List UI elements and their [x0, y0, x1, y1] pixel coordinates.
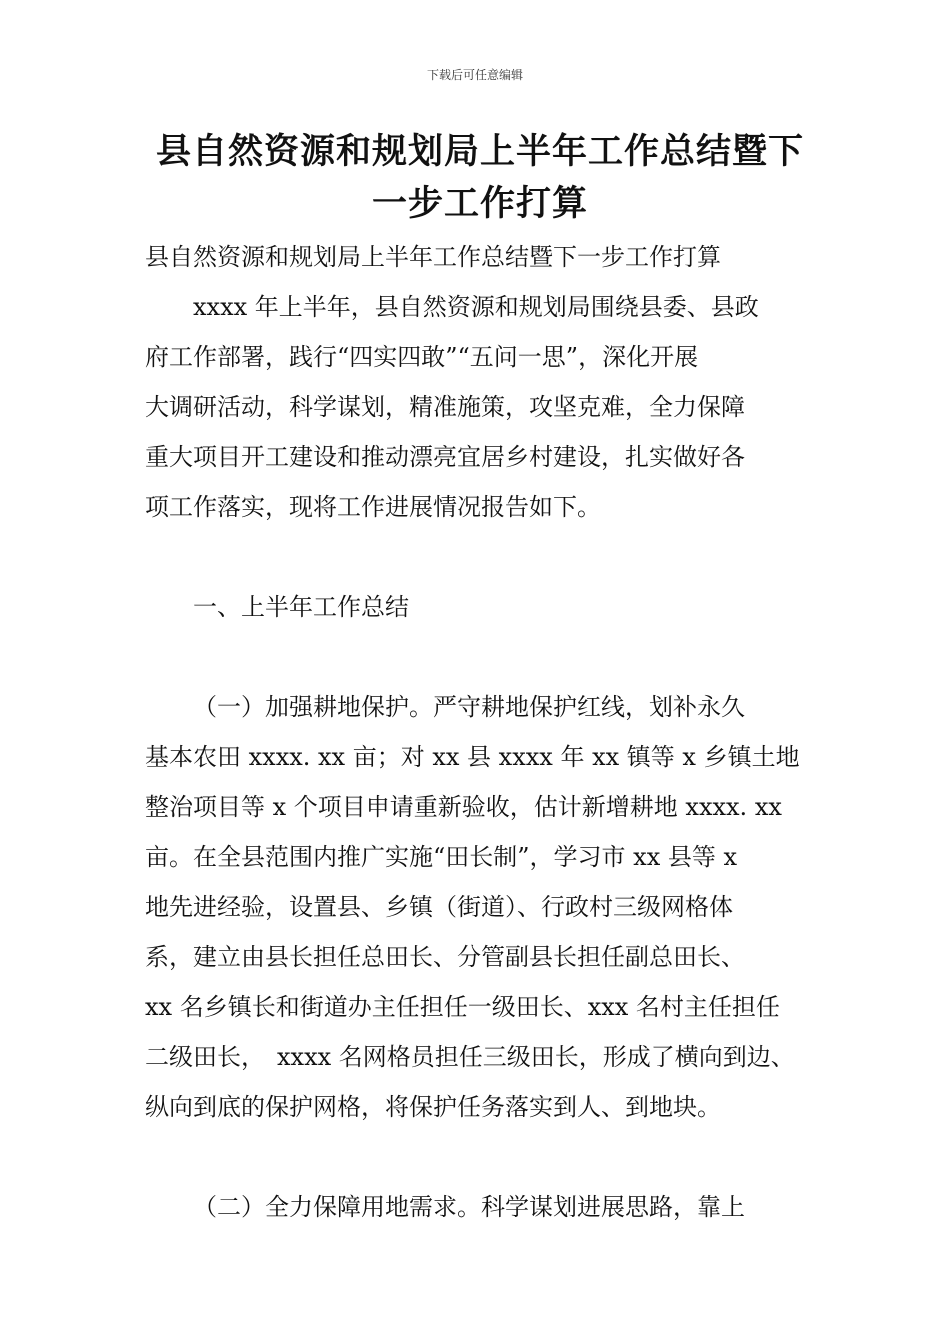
text-line: 地先进经验，设置县、乡镇（街道）、行政村三级网格体: [145, 893, 733, 921]
title-line: 一步工作打算: [371, 184, 588, 224]
text-line: xx 名乡镇长和街道办主任担任一级田长、xxx 名村主任担任: [145, 993, 780, 1021]
text-line: 大调研活动，科学谋划，精准施策，攻坚克难，全力保障: [145, 393, 745, 421]
item-paragraph: [145, 682, 825, 1132]
section-heading: 一、上半年工作总结: [193, 593, 409, 621]
header-note: 下载后可任意编辑: [426, 68, 523, 82]
text-line: xxxx 年上半年，县自然资源和规划局围绕县委、县政: [193, 293, 759, 321]
item-paragraph: [145, 1182, 825, 1232]
text-line: 纵向到底的保护网格，将保护任务落实到人、到地块。: [145, 1093, 721, 1121]
text-line: 项工作落实，现将工作进展情况报告如下。: [145, 493, 601, 521]
text-line: 基本农田 xxxx. xx 亩；对 xx 县 xxxx 年 xx 镇等 x 乡镇土地: [145, 743, 800, 771]
text-line: 整治项目等 x 个项目申请重新验收，估计新增耕地 xxxx. xx: [145, 793, 782, 821]
text-line: 重大项目开工建设和推动漂亮宜居乡村建设，扎实做好各: [145, 443, 745, 471]
intro-paragraph: [145, 282, 825, 532]
text-line: （二）全力保障用地需求。科学谋划进展思路，靠上: [193, 1193, 745, 1221]
title-line: 县自然资源和规划局上半年工作总结暨下: [155, 132, 804, 172]
text-line: 亩。在全县范围内推广实施“田长制”，学习市 xx 县等 x: [145, 843, 738, 871]
text-line: 府工作部署，践行“四实四敢”“五问一思”，深化开展: [145, 343, 699, 371]
text-line: 二级田长， xxxx 名网格员担任三级田长，形成了横向到边、: [145, 1043, 795, 1071]
text-line: （一）加强耕地保护。严守耕地保护红线，划补永久: [193, 693, 745, 721]
text-line: 系，建立由县长担任总田长、分管副县长担任副总田长、: [145, 943, 745, 971]
document-body: [145, 232, 825, 1232]
document-title: [140, 126, 820, 230]
document-subtitle: 县自然资源和规划局上半年工作总结暨下一步工作打算: [145, 243, 721, 271]
